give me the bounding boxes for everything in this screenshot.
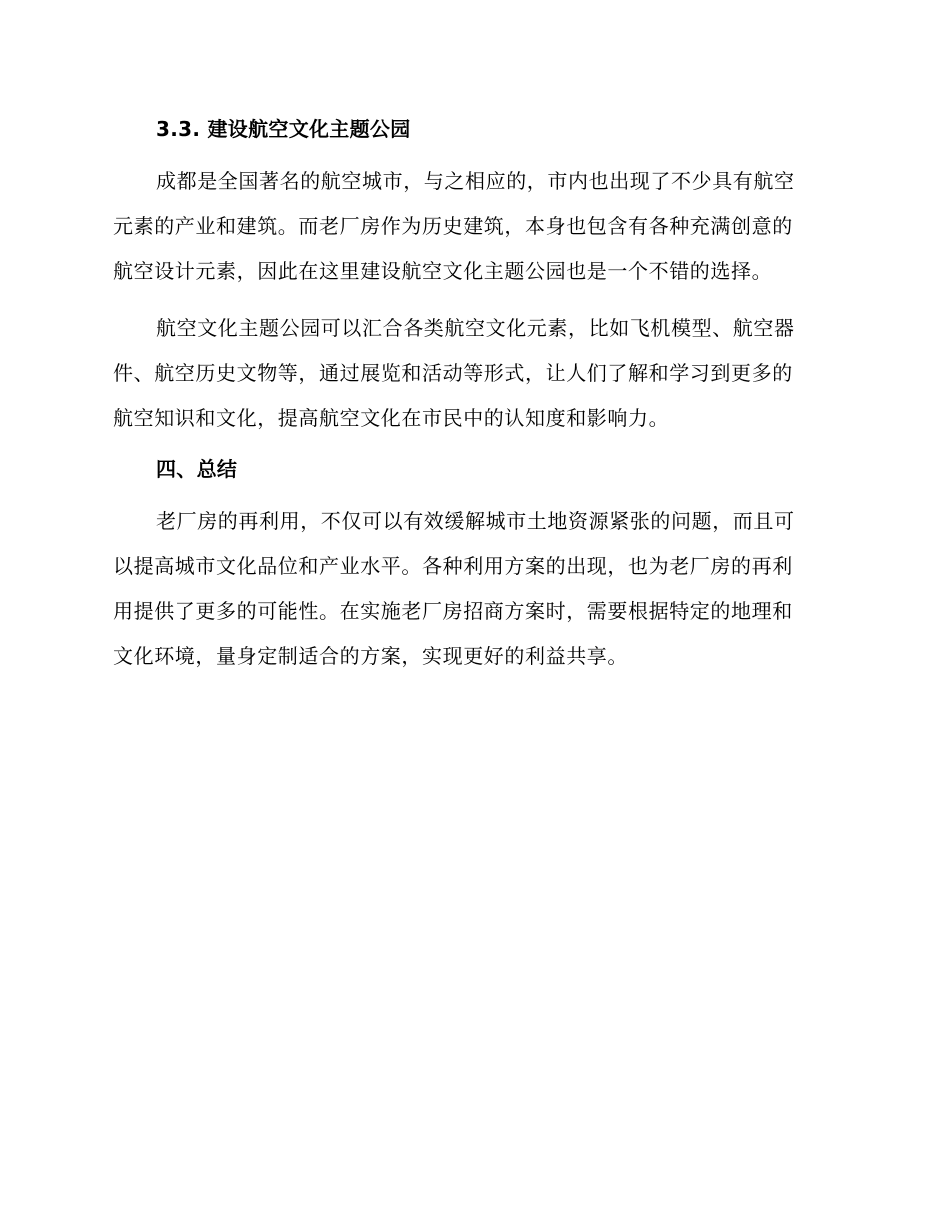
paragraph-line: 航空设计元素，因此在这里建设航空文化主题公园也是一个不错的选择。 <box>113 259 773 283</box>
paragraph-line: 元素的产业和建筑。而老厂房作为历史建筑，本身也包含有各种充满创意的 <box>113 214 793 238</box>
paragraph <box>113 306 833 441</box>
section-heading-4: 四、总结 <box>156 457 238 481</box>
paragraph-line: 成都是全国著名的航空城市，与之相应的，市内也出现了不少具有航空 <box>156 169 795 193</box>
paragraph <box>113 499 833 679</box>
paragraph-line: 文化环境，量身定制适合的方案，实现更好的利益共享。 <box>113 644 628 668</box>
paragraph-line: 以提高城市文化品位和产业水平。各种利用方案的出现，也为老厂房的再利 <box>113 554 793 578</box>
paragraph <box>113 159 833 294</box>
paragraph-line: 航空文化主题公园可以汇合各类航空文化元素，比如飞机模型、航空器 <box>156 316 795 340</box>
document-content <box>113 113 833 691</box>
paragraph-line: 用提供了更多的可能性。在实施老厂房招商方案时，需要根据特定的地理和 <box>113 599 793 623</box>
section-heading-3-3: 3.3. 建设航空文化主题公园 <box>156 117 411 141</box>
paragraph-line: 老厂房的再利用，不仅可以有效缓解城市土地资源紧张的问题，而且可 <box>156 509 795 533</box>
paragraph-line: 航空知识和文化，提高航空文化在市民中的认知度和影响力。 <box>113 406 670 430</box>
paragraph-line: 件、航空历史文物等，通过展览和活动等形式，让人们了解和学习到更多的 <box>113 361 793 385</box>
